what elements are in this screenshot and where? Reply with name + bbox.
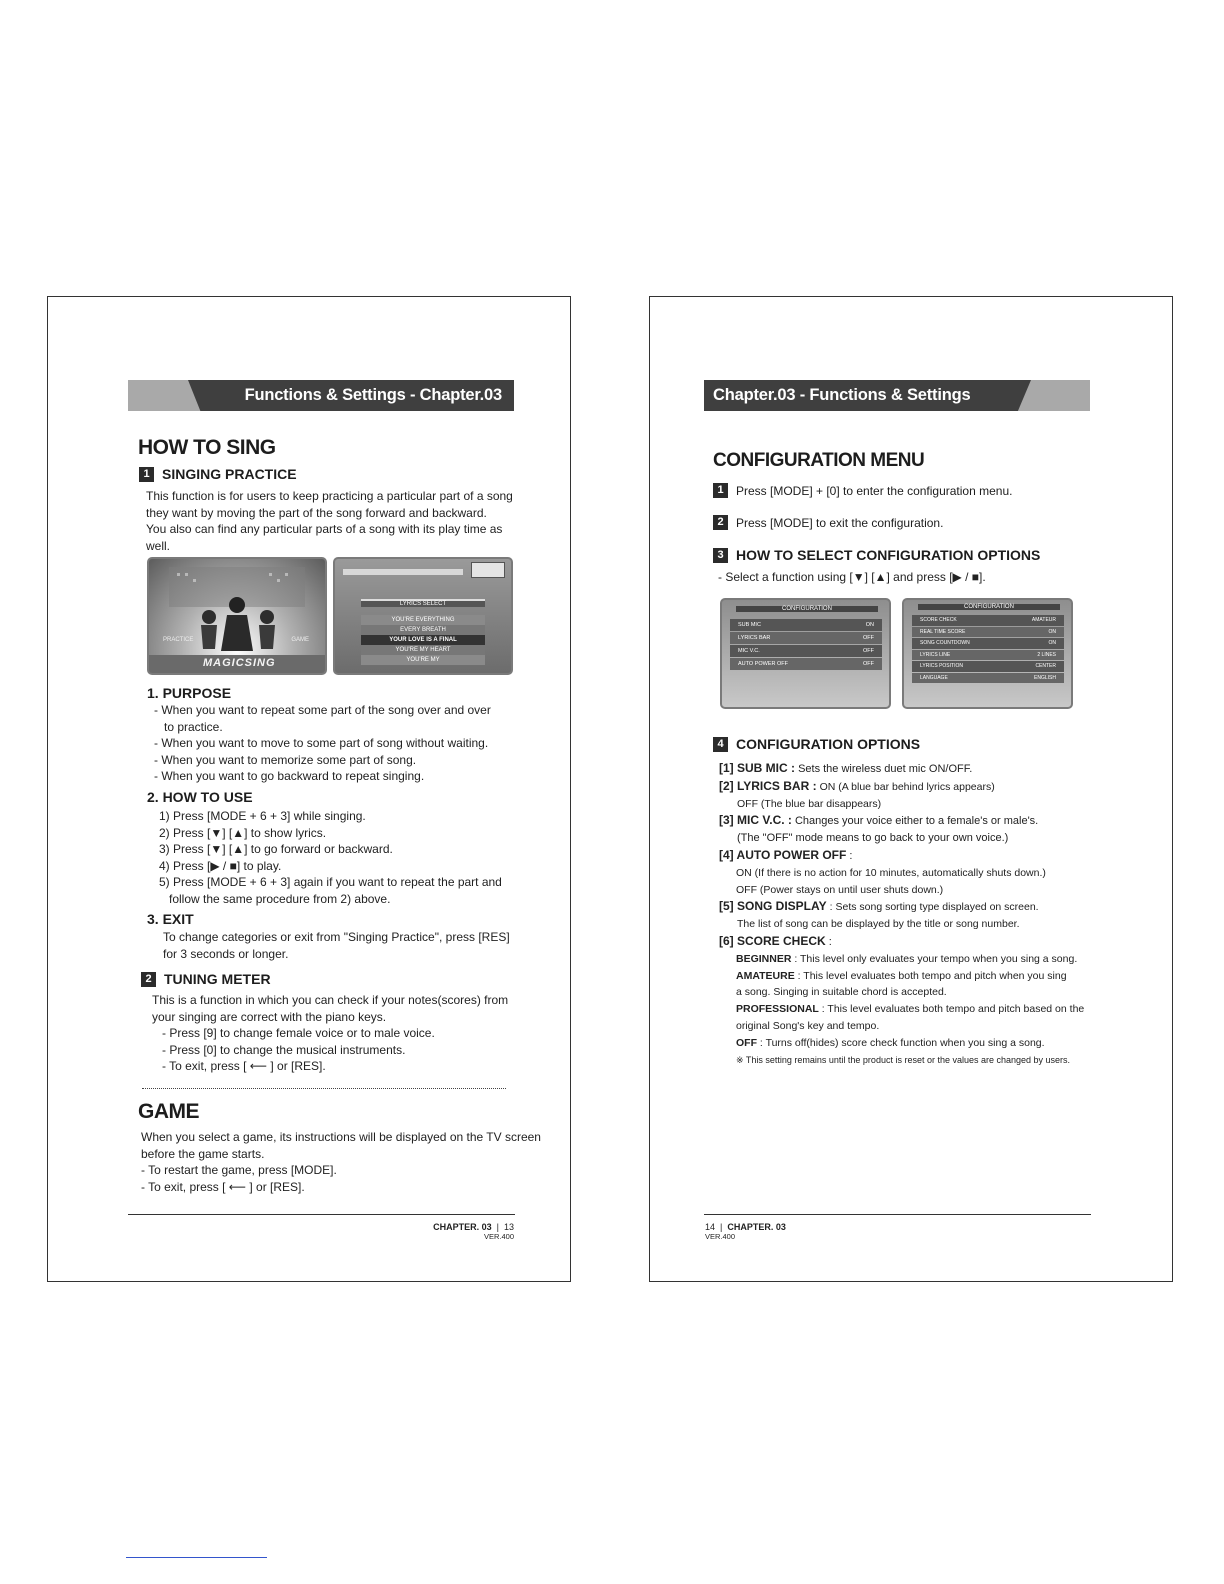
score-beginner <box>719 951 1084 968</box>
level-text: : Turns off(hides) score check function when you sing a song. <box>759 1036 1045 1049</box>
purpose-line: - When you want to memorize some part of song. <box>154 752 417 767</box>
option-label: [5] SONG DISPLAY <box>719 899 827 914</box>
footer-chapter: CHAPTER. 03 <box>727 1222 786 1232</box>
option-text: ON (A blue bar behind lyrics appears) <box>819 780 995 793</box>
step-line: 5) Press [MODE + 6 + 3] again if you want to repeat the part and <box>159 875 502 889</box>
page-number: 14 <box>705 1222 716 1232</box>
intro-line: You also can find any particular parts of a song with its play time as <box>146 522 503 536</box>
level-label: PROFESSIONAL <box>736 1003 819 1016</box>
config-row-label: REAL TIME SCORE <box>920 628 966 635</box>
level-text: original Song's key and tempo. <box>736 1019 880 1032</box>
exit-line: To change categories or exit from "Singing Practice", press [RES] <box>163 930 510 944</box>
section-tuning-meter <box>141 971 271 987</box>
footer-rule <box>704 1214 1091 1215</box>
option-text: OFF (The blue bar disappears) <box>737 797 882 810</box>
intro-line: well. <box>146 538 171 553</box>
tuning-meter-text <box>152 992 508 1075</box>
section-number: 1 <box>139 467 154 482</box>
how-to-use-list <box>159 808 502 907</box>
level-text: : This level only evaluates your tempo when you sing a song. <box>794 952 1078 965</box>
level-text: : This level evaluates both tempo and pitch based on the <box>821 1003 1085 1016</box>
tuning-line: - To exit, press [ ⟵ ] or [RES]. <box>162 1059 326 1073</box>
config-row-value: 2 LINES <box>1037 651 1056 658</box>
option-song-display <box>719 898 1084 916</box>
version-label: VER.400 <box>705 1232 736 1241</box>
option-text: (The "OFF" mode means to go back to your own voice.) <box>737 832 1009 845</box>
config-row-value: OFF <box>863 635 874 641</box>
option-label: [2] LYRICS BAR : <box>719 778 817 793</box>
option-separator: : <box>828 935 832 948</box>
config-screenshot-2 <box>902 598 1073 709</box>
magicsing-logo: MAGICSING <box>203 657 276 669</box>
config-row-value: ON <box>865 622 874 628</box>
game-line: - To exit, press [ ⟵ ] or [RES]. <box>141 1179 305 1194</box>
chapter-header-band <box>704 380 1090 411</box>
option-lyrics-bar <box>719 778 1084 796</box>
option-text: Changes your voice either to a female's or male's. <box>794 815 1039 828</box>
level-text: : This level evaluates both tempo and pitch when you sing <box>797 969 1067 982</box>
section-select-options <box>713 547 1040 563</box>
section-config-options <box>713 736 920 752</box>
config-row-value: OFF <box>863 661 874 667</box>
version-label: VER.400 <box>483 1232 514 1241</box>
chapter-header-band <box>128 380 514 411</box>
section-number: 2 <box>141 972 156 987</box>
page-number: 13 <box>503 1222 514 1232</box>
option-text: Sets the wireless duet mic ON/OFF. <box>798 763 973 775</box>
option-mic-vc <box>719 812 1084 830</box>
option-sub-mic <box>719 760 1084 778</box>
lyrics-item: YOU'RE EVERYTHING <box>361 615 485 625</box>
tuning-line: - Press [0] to change the musical instruments. <box>162 1042 406 1057</box>
option-score-check <box>719 933 1084 951</box>
level-label: BEGINNER <box>736 952 792 965</box>
config-row-value: CENTER <box>1035 663 1056 669</box>
practice-label: PRACTICE <box>163 637 194 643</box>
footer-chapter: CHAPTER. 03 <box>433 1222 492 1232</box>
config-title: CONFIGURATION <box>736 606 878 612</box>
game-title: GAME <box>138 1100 199 1123</box>
section-number: 3 <box>713 548 728 563</box>
config-row-value: ENGLISH <box>1034 674 1056 681</box>
section-number: 4 <box>713 737 728 752</box>
config-row-label: SUB MIC <box>738 622 761 628</box>
chapter-header: Functions & Settings - Chapter.03 <box>244 386 502 404</box>
lyrics-select-screenshot <box>333 557 513 675</box>
section-title: SINGING PRACTICE <box>162 466 297 482</box>
purpose-line: - When you want to go backward to repeat singing. <box>154 769 425 783</box>
step-number: 1 <box>713 483 728 498</box>
config-row-label: LYRICS BAR <box>738 635 771 641</box>
option-label: [6] SCORE CHECK <box>719 933 826 948</box>
page-footer: 14 | CHAPTER. 03 VER.400 <box>705 1222 786 1241</box>
section-title: CONFIGURATION OPTIONS <box>736 736 921 752</box>
config-row-label: MIC V.C. <box>738 648 760 654</box>
level-label: AMATEURE <box>736 969 795 982</box>
intro-line: they want by moving the part of the song forward and backward. <box>146 505 487 520</box>
config-row-label: SCORE CHECK <box>920 617 957 623</box>
right-page <box>649 296 1173 1282</box>
tuning-line: your singing are correct with the piano keys. <box>152 1009 387 1024</box>
game-label: GAME <box>291 637 309 643</box>
config-row-label: LANGUAGE <box>920 674 948 681</box>
game-text <box>141 1129 541 1195</box>
config-row-label: SONG COUNTDOWN <box>920 640 970 646</box>
config-row-label: LYRICS POSITION <box>920 663 963 669</box>
exit-line: for 3 seconds or longer. <box>163 946 289 961</box>
link-underline <box>126 1557 267 1558</box>
option-label: [4] AUTO POWER OFF <box>719 847 847 862</box>
step-exit-config <box>713 515 943 530</box>
section-singing-practice <box>139 466 297 482</box>
page-title: HOW TO SING <box>138 436 276 459</box>
section-title: TUNING METER <box>164 971 271 987</box>
lyrics-item: YOU'RE MY <box>361 655 485 665</box>
config-row-value: OFF <box>863 648 874 654</box>
step-line: 4) Press [▶ / ■] to play. <box>159 858 282 873</box>
level-text: a song. Singing in suitable chord is accepted. <box>736 986 947 999</box>
purpose-line: - When you want to repeat some part of the song over and over <box>154 703 491 717</box>
config-row-value: ON <box>1048 628 1056 635</box>
how-to-use-heading: 2. HOW TO USE <box>147 789 253 805</box>
game-line: - To restart the game, press [MODE]. <box>141 1163 337 1177</box>
exit-heading: 3. EXIT <box>147 911 194 927</box>
config-row-label: LYRICS LINE <box>920 651 951 658</box>
option-label: [1] SUB MIC : <box>719 761 795 775</box>
chapter-header: Chapter.03 - Functions & Settings <box>713 386 971 404</box>
option-text: ON (If there is no action for 10 minutes, automatically shuts down.) <box>736 866 1046 879</box>
option-text: The list of song can be displayed by the title or song number. <box>737 918 1020 931</box>
score-amateur <box>719 968 1084 985</box>
footer-rule <box>128 1214 515 1215</box>
page-title: CONFIGURATION MENU <box>713 450 925 471</box>
lyrics-select-title: LYRICS SELECT <box>361 599 485 607</box>
purpose-list <box>154 702 491 785</box>
intro-line: This function is for users to keep practicing a particular part of a song <box>146 489 513 503</box>
level-label: OFF <box>736 1036 757 1049</box>
config-row-label: AUTO POWER OFF <box>738 661 789 667</box>
score-off <box>719 1035 1084 1052</box>
option-auto-power-off <box>719 847 1084 865</box>
option-text: OFF (Power stays on until user shuts down.) <box>736 883 944 896</box>
score-professional <box>719 1001 1084 1018</box>
config-row-value: AMATEUR <box>1031 617 1056 623</box>
config-title: CONFIGURATION <box>918 604 1060 610</box>
select-instruction: - Select a function using [▼] [▲] and press [▶ / ■]. <box>718 570 986 584</box>
magicsing-illustration <box>149 559 325 673</box>
game-line: When you select a game, its instructions will be displayed on the TV screen <box>141 1130 541 1144</box>
section-title: HOW TO SELECT CONFIGURATION OPTIONS <box>736 547 1041 563</box>
option-label: [3] MIC V.C. : <box>719 813 792 828</box>
lyrics-item: EVERY BREATH <box>361 625 485 635</box>
tuning-line: This is a function in which you can check if your notes(scores) from <box>152 993 509 1007</box>
config-screenshot-1 <box>720 598 891 709</box>
step-text: Press [MODE] to exit the configuration. <box>736 515 944 530</box>
lyrics-item: YOU'RE MY HEART <box>361 645 485 655</box>
config-row-value: ON <box>1048 640 1056 646</box>
config-options-list <box>719 760 1084 1068</box>
step-line: follow the same procedure from 2) above. <box>169 891 391 906</box>
step-line: 3) Press [▼] [▲] to go forward or backward. <box>159 842 393 856</box>
step-line: 1) Press [MODE + 6 + 3] while singing. <box>159 809 366 823</box>
step-number: 2 <box>713 515 728 530</box>
step-line: 2) Press [▼] [▲] to show lyrics. <box>159 825 327 840</box>
purpose-line: - When you want to move to some part of song without waiting. <box>154 736 489 750</box>
step-text: Press [MODE] + [0] to enter the configuration menu. <box>736 483 1013 498</box>
step-enter-config <box>713 483 1012 498</box>
purpose-line: to practice. <box>164 719 223 734</box>
magicsing-screenshot <box>147 557 327 675</box>
lyrics-item-selected: YOUR LOVE IS A FINAL <box>361 635 485 645</box>
exit-text <box>163 929 510 962</box>
option-separator: : <box>849 849 853 862</box>
singing-practice-intro <box>146 488 513 554</box>
page-footer: CHAPTER. 03 | 13 VER.400 <box>433 1222 514 1241</box>
dotted-divider <box>142 1088 506 1089</box>
option-text: : Sets song sorting type displayed on screen. <box>829 901 1039 914</box>
settings-note: ※ This setting remains until the product is reset or the values are changed by users. <box>736 1054 1071 1065</box>
left-page <box>47 296 571 1282</box>
tuning-line: - Press [9] to change female voice or to male voice. <box>162 1026 435 1040</box>
purpose-heading: 1. PURPOSE <box>147 685 232 701</box>
game-line: before the game starts. <box>141 1146 265 1161</box>
